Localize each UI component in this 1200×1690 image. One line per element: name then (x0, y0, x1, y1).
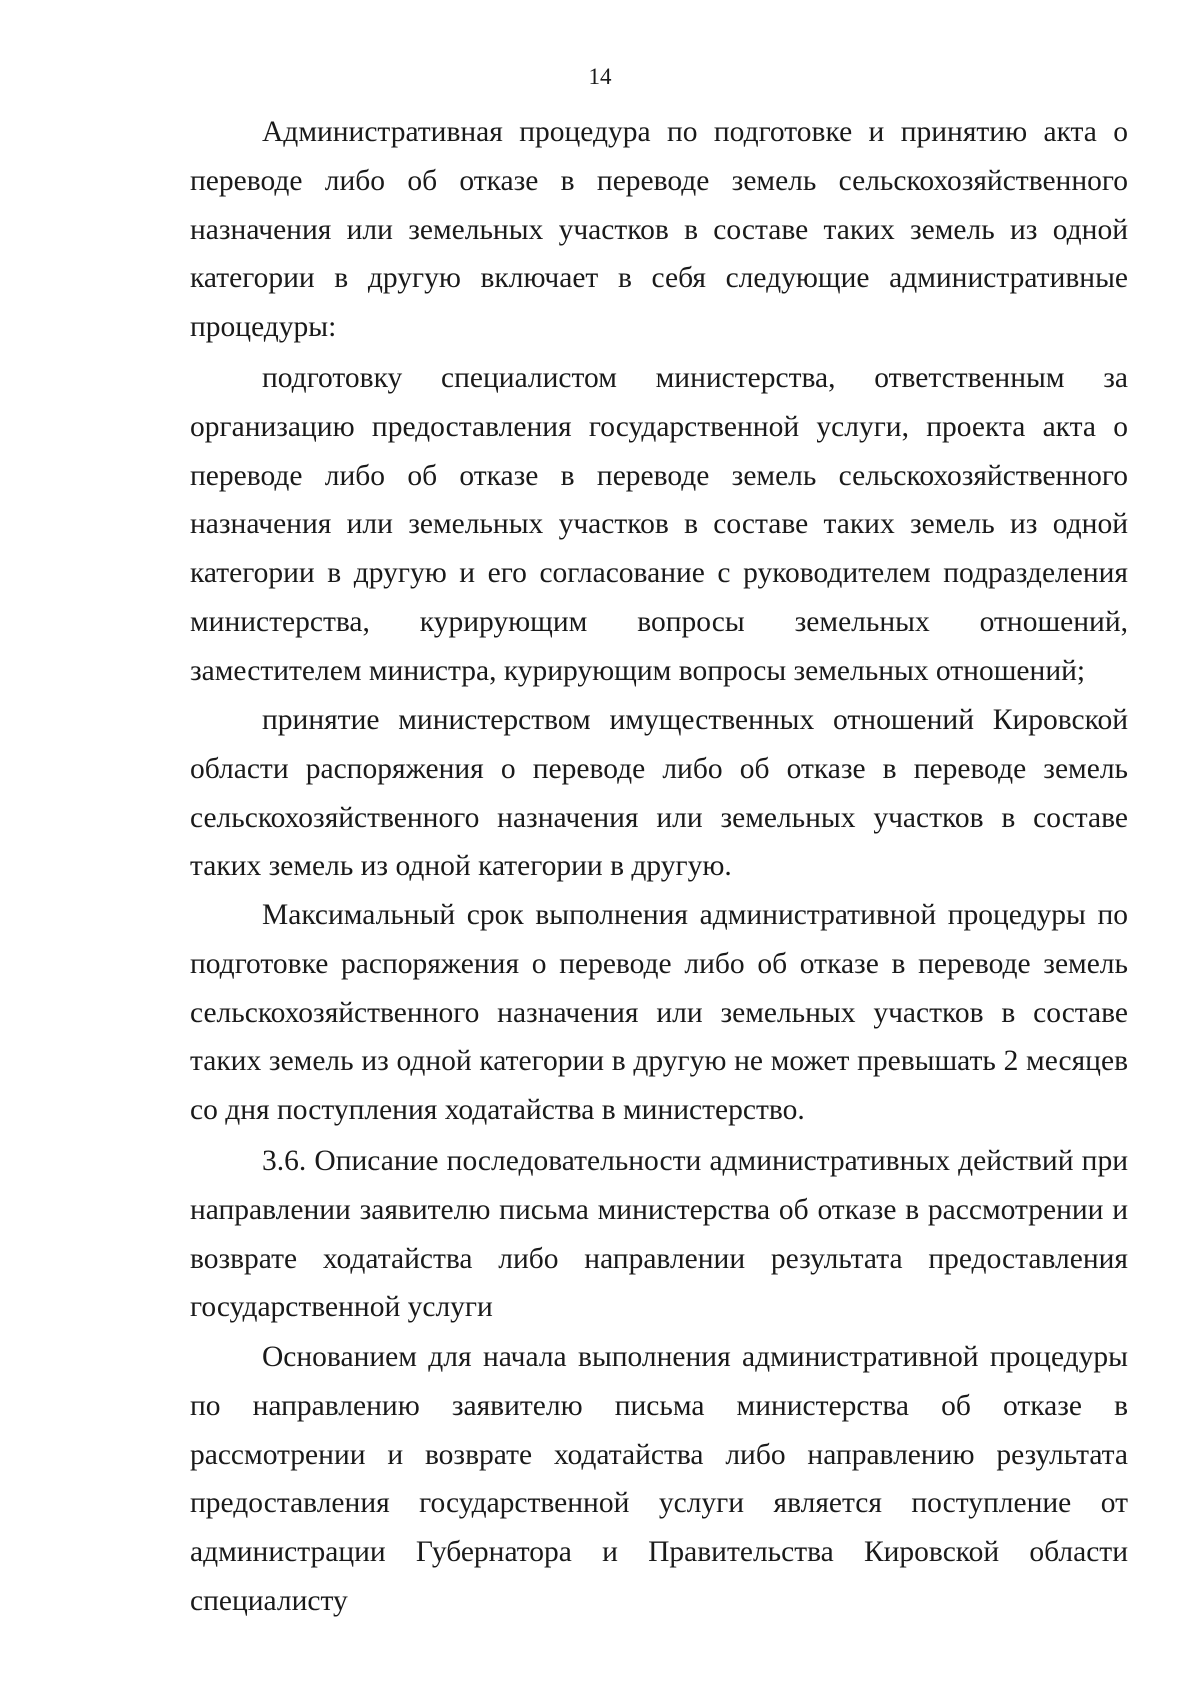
paragraph-grounds: Основанием для начала выполнения административной процедуры по направлению заявителю письма министерства об отказе в рассмотрении и возврате ходатайства либо направлению результата предоставления государственной услуги является поступление от администрации Губернатора и Правительства Кировской области специалисту (190, 1341, 1128, 1617)
paragraph-procedure-overview: Административная процедура по подготовке и принятию акта о переводе либо об отказе в переводе земель сельскохозяйственного назначения или земельных участков в составе таких земель из одной категории в другую включает в себя следующие административные процедуры: (190, 116, 1128, 344)
paragraph-draft-preparation: подготовку специалистом министерства, ответственным за организацию предоставления государственной услуги, проекта акта о переводе либо об отказе в переводе земель сельскохозяйственного назначения или земельных участков в составе таких земель из одной категории в другую и его согласование с руководителем подразделения министерства, курирующим вопросы земельных отношений, заместителем министра, курирующим вопросы земельных отношений; (190, 362, 1128, 687)
paragraph-maximum-term: Максимальный срок выполнения административной процедуры по подготовке распоряжения о переводе либо об отказе в переводе земель сельскохозяйственного назначения или земельных участков в составе таких земель из одной категории в другую не может превышать 2 месяцев со дня поступления ходатайства в министерство. (190, 899, 1128, 1127)
page-number: 14 (588, 64, 612, 89)
paragraph-order-adoption: принятие министерством имущественных отношений Кировской области распоряжения о переводе либо об отказе в переводе земель сельскохозяйственного назначения или земельных участков в составе таких земель из одной категории в другую. (190, 704, 1128, 883)
section-heading-3-6: 3.6. Описание последовательности административных действий при направлении заявителю письма министерства об отказе в рассмотрении и возврате ходатайства либо направлении результата предоставления государственной услуги (190, 1145, 1128, 1324)
